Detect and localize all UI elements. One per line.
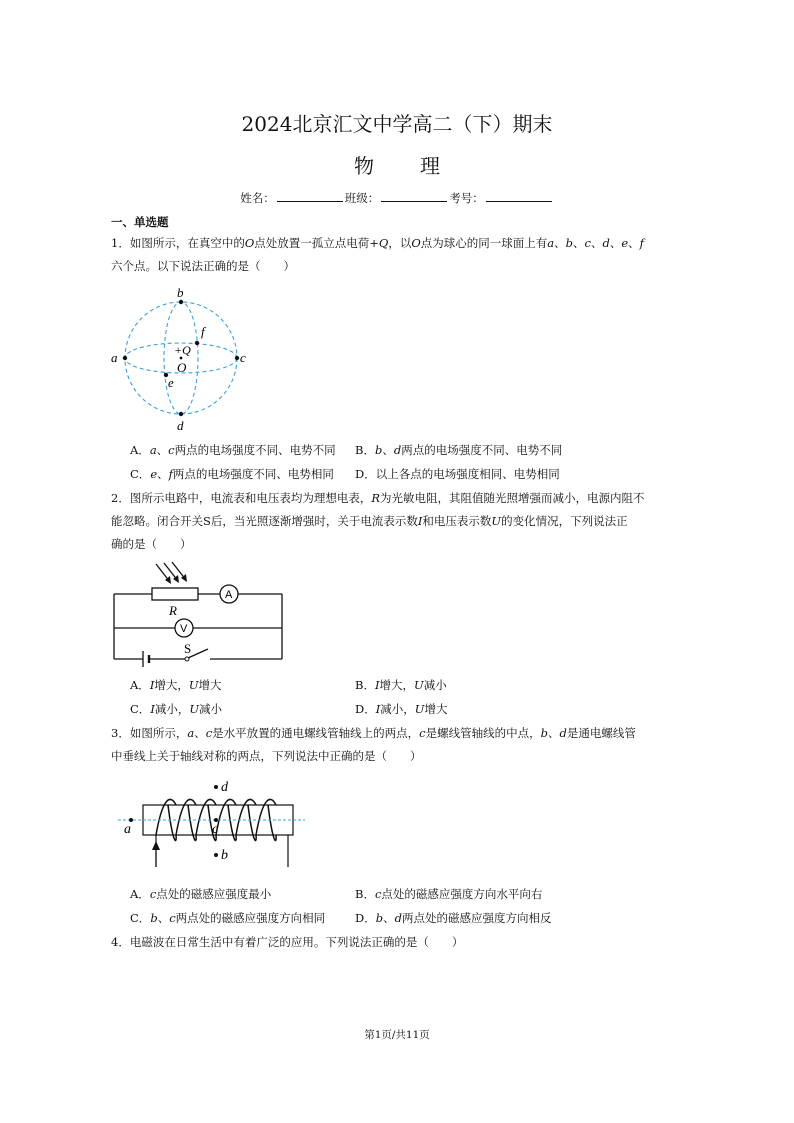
point-o [180,357,183,360]
label-e: e [168,375,174,390]
option-sep: 、 [157,467,169,481]
name-field[interactable] [277,191,343,202]
option-var: a [149,443,157,457]
option-var: d [394,911,402,925]
option-text: 增大 [424,702,448,716]
option-text: 以上各点的电场强度相同、电势相同 [375,467,560,481]
stem-text: 、 [628,236,640,250]
stem-text: 是通电螺线管 [566,726,636,740]
question-3-stem [111,722,687,768]
option-label: B． [355,678,375,692]
stem-text: 是螺线管轴线的中点， [425,726,541,740]
stem-var: c [419,726,426,740]
option-sep: 、 [157,911,170,925]
option-label: C． [130,702,151,716]
option-text: 两点处的磁感应强度方向相同 [175,911,326,925]
student-info [0,190,794,206]
option-label: A． [130,443,150,457]
option-label: A． [130,887,150,901]
question-2-stem [111,487,687,556]
page-footer: 第1页/共11页 [364,1029,430,1041]
stem-var: c [205,726,213,740]
option-text: 减小， [154,702,190,716]
label-d: d [221,780,228,795]
stem-text: 如图所示， [129,726,188,740]
subject-char-1: 物 [354,154,374,178]
option-var: I [150,702,155,716]
stem-text: 如图所示，在真空中的 [129,236,245,250]
question-number: 1． [111,236,130,250]
sphere-figure [110,285,255,433]
exam-no-label: 考号： [449,191,484,205]
label-a: a [124,822,131,837]
q3-option-c[interactable] [130,910,325,926]
q1-option-c[interactable] [130,466,334,482]
stem-var: O [244,236,255,250]
option-var: d [393,443,402,457]
stem-var: a [547,236,555,250]
option-text: 减小 [423,678,447,692]
stem-text: 、 [547,726,560,740]
option-var: I [375,702,381,716]
option-var: c [374,887,382,901]
exam-title: 2024北京汇文中学高二（下）期末 [241,112,553,136]
stem-text: ，以 [388,236,412,250]
point-d [179,412,183,416]
stem-var: U [491,514,502,528]
stem-text: 、 [590,236,603,250]
stem-var: b [540,726,548,740]
subject-char-2: 理 [420,154,440,178]
stem-var: O [411,236,421,250]
option-label: C． [130,467,151,481]
label-a: a [111,350,118,365]
option-label: C． [130,911,151,925]
stem-line-2: 六个点。以下说法正确的是（ ） [111,259,295,273]
stem-text: 点处放置一孤立点电荷+ [254,236,379,250]
name-label: 姓名： [240,191,275,205]
stem-text: 、 [194,726,206,740]
resistor-r [152,588,198,600]
option-text: 增大， [379,678,414,692]
stem-text: 图所示电路中，电流表和电压表均为理想电表， [129,491,372,505]
point-b [179,300,183,304]
stem-text: 电磁波在日常生活中有着广泛的应用。下列说法正确的是（ ） [129,935,464,949]
option-var: b [374,443,383,457]
stem-var: f [639,236,644,250]
option-var: c [169,911,176,925]
class-field[interactable] [381,191,447,202]
point-d [214,785,218,789]
point-a [123,356,127,360]
label-o: O [177,360,187,375]
option-text: 增大， [154,678,189,692]
option-label: D． [355,911,376,925]
voltmeter-label: V [180,623,188,635]
option-text: 两点的电场强度不同、电势不同 [401,443,563,457]
stem-var: Q [378,236,389,250]
option-var: U [414,678,424,692]
option-text: 减小 [199,702,223,716]
option-text: 两点的电场强度不同、电势不同 [174,443,336,457]
stem-text: 能忽略。闭合开关S后，当光照逐渐增强时，关于电流表示数 [111,514,418,528]
circuit-figure [112,560,287,665]
q1-option-a[interactable] [130,442,336,458]
stem-text: 的变化情况，下列说法正 [501,514,628,528]
question-1-stem [111,232,687,278]
option-label: B． [355,887,375,901]
point-b [214,853,218,857]
option-var: I [374,678,380,692]
option-sep: 、 [383,911,395,925]
subject-title [0,150,794,179]
question-number: 4． [111,935,130,949]
q3-option-b[interactable] [355,886,542,902]
option-var: U [188,678,199,692]
option-sep: 、 [156,443,169,457]
q1-option-b[interactable] [355,442,562,458]
option-text: 两点处的磁感应强度方向相反 [401,911,552,925]
option-text: 两点的电场强度不同、电势相同 [172,467,334,481]
option-var: e [150,467,158,481]
q2-option-a[interactable] [130,677,222,693]
q3-option-d[interactable] [355,910,551,926]
label-c: c [212,822,219,837]
option-text: 减小， [380,702,415,716]
option-text: 点处的磁感应强度最小 [156,887,272,901]
question-number: 3． [111,726,130,740]
option-text: 增大 [198,678,222,692]
stem-var: e [621,236,629,250]
ammeter-label: A [225,589,233,601]
point-c [235,356,239,360]
stem-line-2: 中垂线上关于轴线对称的两点，下列说法中正确的是（ ） [111,749,422,763]
question-number: 2． [111,491,130,505]
point-f [195,341,199,345]
switch-label: S [184,641,192,656]
option-label: B． [355,443,375,457]
option-label: D． [355,702,376,716]
stem-text: 点为球心的同一球面上有 [420,236,548,250]
switch-pivot [185,657,189,661]
option-var: f [168,467,173,481]
label-d: d [177,418,184,433]
option-var: c [149,887,157,901]
q1-option-d[interactable] [355,466,560,482]
q2-option-c[interactable] [130,701,222,717]
option-text: 点处的磁感应强度方向水平向右 [381,887,543,901]
question-4-stem [111,931,687,954]
q2-option-d[interactable] [355,701,447,717]
stem-text: 和电压表示数 [422,514,492,528]
label-f: f [201,324,205,339]
section-title: 一、单选题 [111,215,169,229]
stem-text: 为光敏电阻，其阻值随光照增强而减小，电源内阻不 [380,491,645,505]
option-var: U [189,702,200,716]
stem-var: c [584,236,591,250]
option-sep: 、 [382,443,394,457]
stem-text: 、 [554,236,566,250]
stem-var: a [187,726,195,740]
label-c: c [240,350,246,365]
option-label: A． [130,678,150,692]
stem-var: R [371,491,380,505]
stem-text: 是水平放置的通电螺线管轴线上的两点， [212,726,420,740]
stem-var: I [417,514,423,528]
option-label: D． [355,467,376,481]
stem-text: 、 [609,236,622,250]
class-label: 班级： [344,191,380,205]
q3-option-a[interactable] [130,886,271,902]
option-var: b [150,911,158,925]
label-q: +Q [174,343,191,357]
stem-line-3: 确的是（ ） [111,537,192,551]
option-var: c [168,443,175,457]
option-var: b [375,911,384,925]
exam-no-field[interactable] [486,191,552,202]
option-var: I [149,678,155,692]
stem-var: d [602,236,610,250]
stem-var: b [565,236,574,250]
current-arrow-icon [152,841,160,850]
stem-var: d [559,726,567,740]
option-var: U [414,702,425,716]
label-b: b [177,285,184,300]
label-b: b [221,848,228,863]
resistor-label: R [169,603,177,618]
stem-text: 、 [573,236,585,250]
q2-option-b[interactable] [355,677,447,693]
solenoid-figure [113,775,308,870]
